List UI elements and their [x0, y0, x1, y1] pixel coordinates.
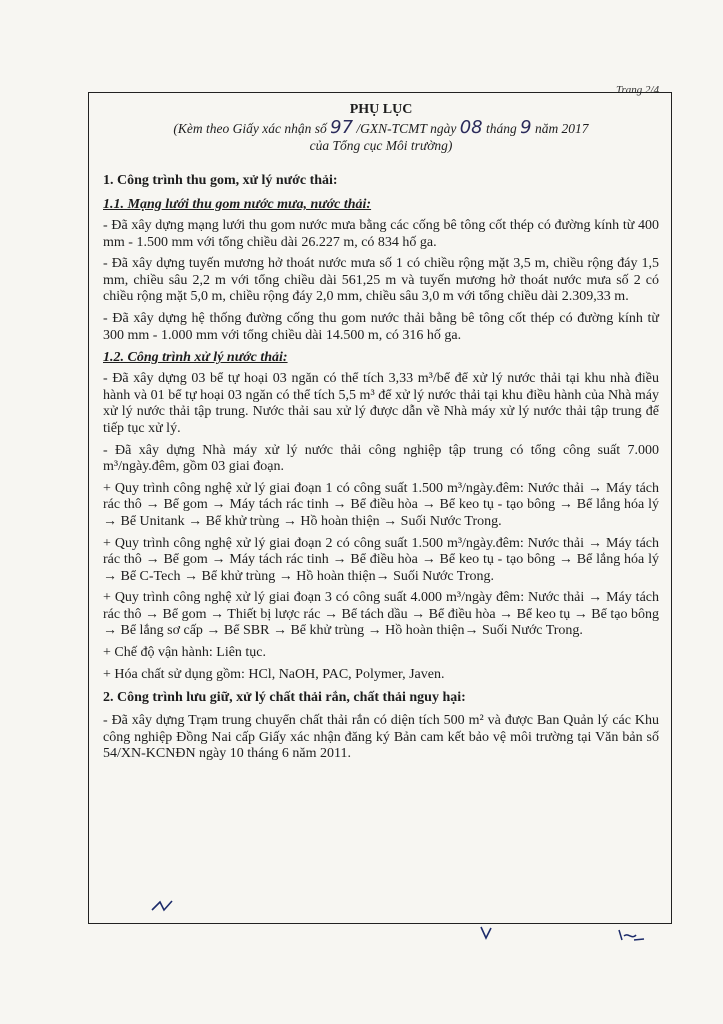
section-1-2-title — [103, 349, 659, 367]
section-1-title: 1. Công trình thu gom, xử lý nước thải: — [103, 173, 338, 188]
subtitle-mid: /GXN-TCMT ngày — [353, 121, 460, 136]
handwritten-day: 08 — [459, 117, 483, 138]
page-number: Trang 2/4 — [616, 84, 660, 96]
appendix-title: PHỤ LỤC — [349, 102, 413, 117]
section-1-2-paragraph-2: - Đã xây dựng Nhà máy xử lý nước thải công nghiệp tập trung có tổng công suất 7.000 m³/ngày.đêm, gồm 03 giai đoạn. — [103, 442, 659, 475]
subtitle-issuer: của Tổng cục Môi trường) — [309, 138, 453, 153]
subtitle-prefix: (Kèm theo Giấy xác nhận số — [173, 121, 331, 136]
section-1-2-title-text: 1.2. Công trình xử lý nước thải: — [103, 350, 288, 366]
initial-mark-left — [150, 898, 176, 914]
section-2-title: 2. Công trình lưu giữ, xử lý chất thải rắn, chất thải nguy hại: — [103, 690, 466, 706]
section-2-paragraph-1: - Đã xây dựng Trạm trung chuyển chất thải rắn có diện tích 500 m² và được Ban Quản lý các Khu công nghiệp Đồng Nai cấp Giấy xác nhận đăng ký Bản cam kết bảo vệ môi trường tại Văn bản số 54/XN-KCNĐN ngày 10 tháng 6 năm 2011. — [103, 713, 659, 762]
section-1-2-stage-1: + Quy trình công nghệ xử lý giai đoạn 1 có công suất 1.500 m³/ngày.đêm: Nước thải → Máy tách rác thô → Bể gom → Máy tách rác tinh → Bể điều hòa → Bể keo tụ - tạo bông → Bể lắng hóa lý → Bể Unitank → Bể khử trùng → Hồ hoàn thiện → Suối Nước Trong. — [103, 480, 659, 529]
appendix-frame — [88, 92, 672, 924]
subtitle-month-label: tháng — [482, 121, 521, 136]
section-1-1-title — [103, 196, 659, 214]
subtitle-year: năm 2017 — [531, 121, 589, 136]
section-1-1-title-text: 1.1. Mạng lưới thu gom nước mưa, nước thải: — [103, 197, 372, 212]
handwritten-document-number: 97 — [330, 117, 354, 138]
appendix-subtitle — [103, 119, 659, 137]
section-1-1-paragraph-3: - Đã xây dựng hệ thống đường cống thu gom nước thải bằng bê tông cốt thép có đường kính từ 300 mm - 1.000 mm với tổng chiều dài 14.500 m, có 316 hố ga. — [103, 310, 659, 343]
section-1-2-stage-2: + Quy trình công nghệ xử lý giai đoạn 2 có công suất 1.500 m³/ngày.đêm: Nước thải → Máy tách rác thô → Bể gom → Máy tách rác tinh → Bể điều hòa → Bể keo tụ - tạo bông → Bể lắng hóa lý → Bể C-Tech → Bể khử trùng → Hồ hoàn thiện→ Suối Nước Trong. — [103, 535, 659, 584]
initial-mark-right — [616, 926, 646, 944]
section-1-2-stage-3: + Quy trình công nghệ xử lý giai đoạn 3 có công suất 4.000 m³/ngày đêm: Nước thải → Máy tách rác thô → Bể gom → Thiết bị lược rác → Bể tách dầu → Bể điều hòa → Bể keo tụ → Bể tạo bông → Bể lắng sơ cấp → Bể SBR → Bể khử trùng → Hồ hoàn thiện→ Suối Nước Trong. — [103, 590, 659, 639]
section-1-2-chemicals: + Hóa chất sử dụng gồm: HCl, NaOH, PAC, Polymer, Javen. — [103, 666, 445, 682]
section-1-2-operation-mode: + Chế độ vận hành: Liên tục. — [103, 645, 267, 661]
handwritten-month: 9 — [520, 117, 532, 138]
initial-mark-center — [478, 924, 494, 940]
section-1-1-paragraph-2: - Đã xây dựng tuyến mương hở thoát nước mưa số 1 có chiều rộng mặt 3,5 m, chiều rộng đáy 1,5 mm, chiều sâu 2,2 m với tổng chiều dài 561,25 m và tuyến mương hở thoát nước mưa số 2 có chiều rộng mặt 5,0 m, chiều rộng đáy 2,0 mm, chiều sâu 3,0 m với tổng chiều dài 2.309,33 m. — [103, 256, 659, 305]
section-1-2-paragraph-1: - Đã xây dựng 03 bể tự hoại 03 ngăn có thể tích 3,33 m³/bể để xử lý nước thải tại khu nhà điều hành và 01 bể tự hoại 03 ngăn có thể tích 5,5 m³ để xử lý nước thải tại khu điều hành của Nhà máy xử lý nước thải tập trung. Nước thải sau xử lý được dẫn về Nhà máy xử lý nước thải tập trung để tiếp tục xử lý. — [103, 371, 659, 436]
section-1-1-paragraph-1: - Đã xây dựng mạng lưới thu gom nước mưa bằng các cống bê tông cốt thép có đường kính từ 400 mm - 1.500 mm với tổng chiều dài 26.227 m, có 834 hố ga. — [103, 218, 659, 250]
